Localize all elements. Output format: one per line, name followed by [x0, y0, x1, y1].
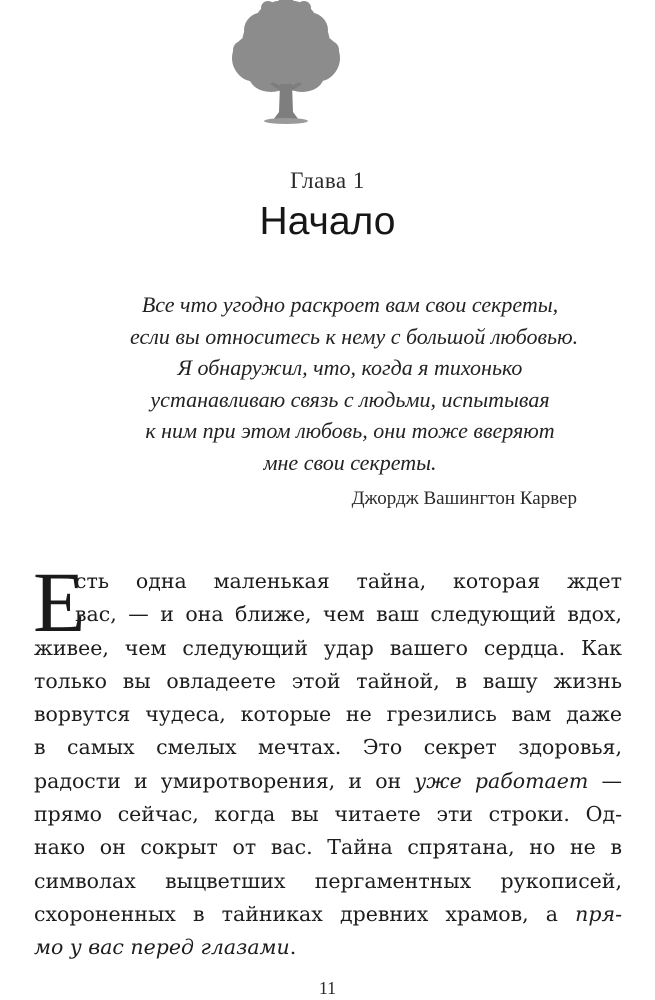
body-line: вас, — и она ближе, чем ваш следующий вдох, — [75, 602, 622, 627]
body-emphasis: мо у вас перед глазами — [34, 935, 290, 960]
epigraph-line: если вы относитесь к нему с большой любовью. — [130, 323, 579, 349]
body-emphasis: пря- — [575, 901, 622, 926]
body-text-run: схороненных в тайниках древних храмов, а — [34, 901, 576, 926]
body-line: нако он сокрыт от вас. Тайна спрятана, но не в — [34, 835, 622, 860]
body-text-run: . — [289, 935, 297, 960]
body-line — [34, 898, 622, 931]
epigraph — [130, 289, 579, 478]
body-paragraph — [33, 554, 622, 965]
epigraph-line: устанавливаю связь с людьми, испытывая — [150, 386, 550, 412]
body-line: только вы овладеете этой тайной, в вашу жизнь — [34, 668, 622, 693]
epigraph-line: Все что угодно раскроет вам свои секреты, — [141, 292, 559, 317]
body-text-run: радости и умиротворения, и он — [34, 768, 415, 793]
epigraph-line: мне свои секреты. — [263, 449, 437, 475]
chapter-label: Глава 1 — [290, 168, 365, 193]
body-line: прямо сейчас, когда вы читаете эти строки. Од- — [34, 802, 622, 827]
epigraph-line: Я обнаружил, что, когда я тихонько — [177, 355, 523, 380]
body-line: в самых смелых мечтах. Это секрет здоровья, — [34, 735, 622, 760]
body-line: символах выцветших пергаментных рукописей, — [34, 868, 622, 893]
epigraph-attribution: Джордж Вашингтон Карвер — [351, 488, 577, 509]
epigraph-line: к ним при этом любовь, они тоже вверяют — [145, 418, 555, 443]
body-line — [34, 765, 622, 798]
body-line: сть одна маленькая тайна, которая ждет — [75, 569, 622, 593]
body-line: живее, чем следующий удар вашего сердца. Как — [34, 635, 622, 660]
body-text-run: — — [588, 768, 622, 793]
body-line: ворвутся чудеса, которые не грезились вам даже — [34, 702, 622, 727]
tree-illustration — [226, 0, 346, 126]
drop-cap: Е — [33, 554, 86, 650]
chapter-title: Начало — [259, 200, 396, 243]
body-line — [34, 931, 622, 964]
body-emphasis: уже работает — [414, 768, 589, 793]
page-number: 11 — [318, 978, 337, 998]
